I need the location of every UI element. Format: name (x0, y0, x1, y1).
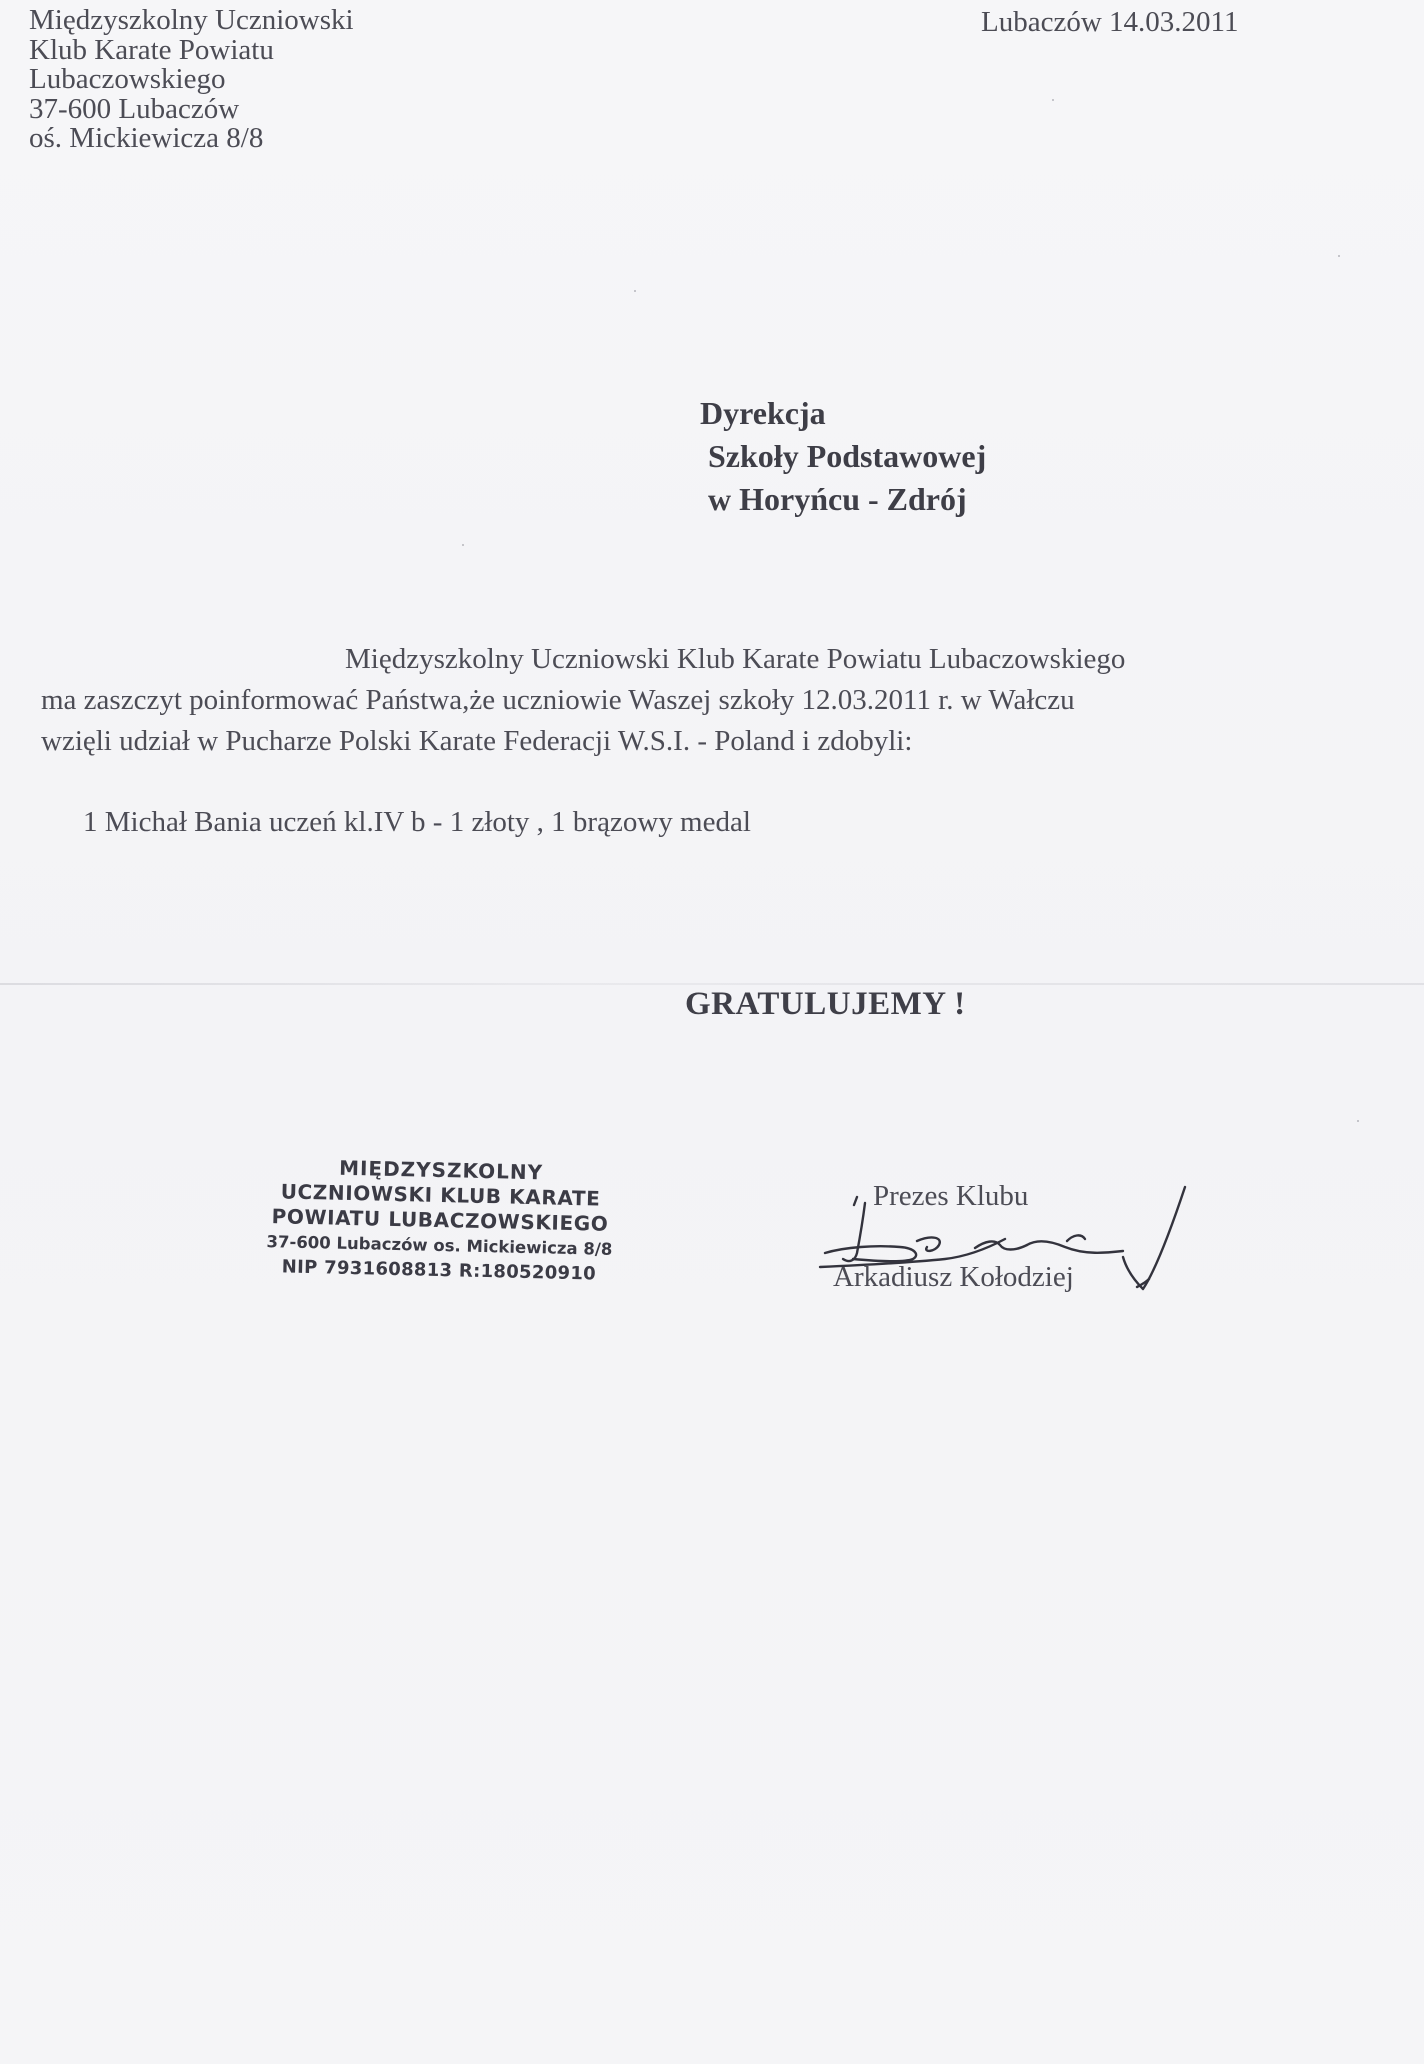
scan-speck (1052, 99, 1054, 101)
sender-line: oś. Mickiewicza 8/8 (29, 122, 264, 154)
stamp-line: UCZNIOWSKI KLUB KARATE (280, 1179, 601, 1211)
body-line: ma zaszczyt poinformować Państwa,że uczniowie Waszej szkoły 12.03.2011 r. w Wałczu (41, 684, 1075, 716)
body-line: wzięli udział w Pucharze Polski Karate Federacji W.S.I. - Poland i zdobyli: (41, 725, 913, 757)
sender-address (29, 6, 354, 154)
recipient-line: Szkoły Podstawowej (708, 438, 987, 474)
scan-speck (462, 544, 464, 546)
congratulations-heading: GRATULUJEMY ! (685, 986, 966, 1022)
club-stamp (254, 1154, 627, 1287)
sender-line: 37-600 Lubaczów (29, 92, 240, 125)
body-line: Międzyszkolny Uczniowski Klub Karate Powiatu Lubaczowskiego (345, 643, 1126, 675)
signer-name: Arkadiusz Kołodziej (833, 1261, 1074, 1293)
scan-speck (1357, 1120, 1359, 1122)
letter-date: Lubaczów 14.03.2011 (981, 6, 1239, 38)
stamp-line: 37-600 Lubaczów os. Mickiewicza 8/8 (266, 1232, 613, 1259)
stamp-line: POWIATU LUBACZOWSKIEGO (271, 1204, 609, 1236)
sender-line: Międzyszkolny Uczniowski (29, 4, 354, 36)
scan-speck (1338, 255, 1340, 257)
sender-line: Lubaczowskiego (29, 63, 226, 95)
result-line: 1 Michał Bania uczeń kl.IV b - 1 złoty , 1 brązowy medal (83, 806, 751, 838)
recipient-address (700, 392, 986, 521)
recipient-line: Dyrekcja (700, 395, 826, 431)
stamp-line: MIĘDZYSZKOLNY (338, 1155, 544, 1185)
stamp-line: NIP 7931608813 R:180520910 (281, 1256, 597, 1285)
recipient-line: w Horyńcu - Zdrój (708, 481, 967, 517)
sender-line: Klub Karate Powiatu (29, 33, 274, 66)
signer-title: Prezes Klubu (873, 1180, 1029, 1212)
scan-speck (634, 290, 636, 292)
handwritten-signature (805, 1175, 1205, 1315)
paper-fold-line (0, 983, 1424, 985)
